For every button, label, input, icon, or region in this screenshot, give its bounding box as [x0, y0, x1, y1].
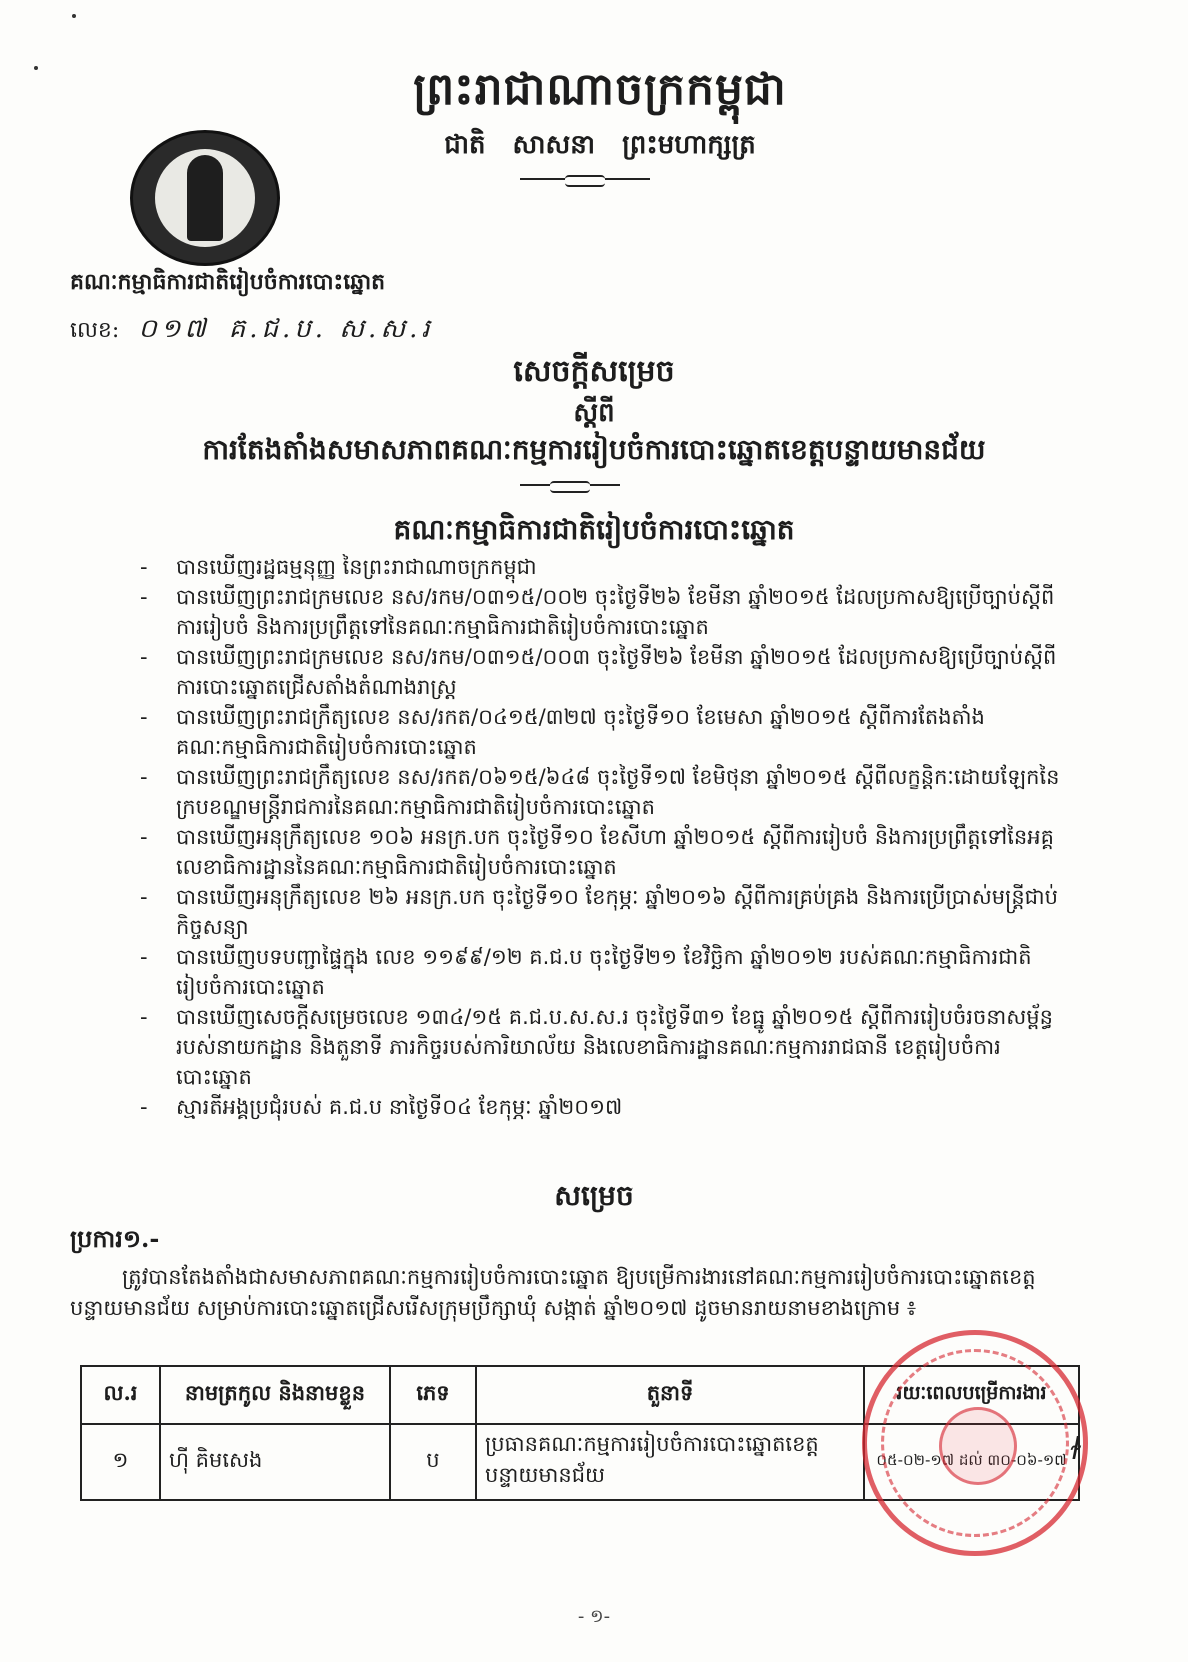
article-label: ប្រការ១.- [70, 1224, 160, 1253]
cell-name: ហ៊ី គិមសេង [160, 1424, 390, 1500]
reference-number-value: ០១៧ [138, 314, 210, 344]
scan-speck [34, 66, 38, 70]
kingdom-title: ព្រះរាជាណាចក្រកម្ពុជា [413, 64, 787, 115]
title-ornament [520, 484, 620, 486]
decision-subject: ការតែងតាំងសមាសភាពគណៈកម្មការរៀបចំការបោះឆ្នោតខេត្តបន្ទាយមានជ័យ [202, 433, 986, 466]
legal-basis-item: - បានឃើញព្រះរាជក្រឹត្យលេខ នស/រកត/០៦១៥/៦៤៨ ចុះថ្ងៃទី១៧ ខែមិថុនា ឆ្នាំ២០១៥ ស្តីពីលក្ខន្តិកៈដោយឡែកនៃក្របខណ្ឌមន្ត្រីរាជការនៃគណៈកម្មាធិការជាតិរៀបចំការបោះឆ្នោត [140, 762, 1070, 822]
legal-basis-list [140, 552, 1070, 1122]
decision-heading: សម្រេច [554, 1179, 634, 1212]
legal-basis-item: - បានឃើញព្រះរាជក្រឹត្យលេខ នស/រកត/០៤១៥/៣២៧ ចុះថ្ងៃទី១០ ខែមេសា ឆ្នាំ២០១៥ ស្តីពីការតែងតាំងគណៈកម្មាធិការជាតិរៀបចំការបោះឆ្នោត [140, 702, 1070, 762]
legal-basis-item: - បានឃើញសេចក្តីសម្រេចលេខ ១៣៤/១៥ គ.ជ.ប.ស.ស.រ ចុះថ្ងៃទី៣១ ខែធ្នូ ឆ្នាំ២០១៥ ស្តីពីការរៀបចំរចនាសម្ព័ន្ធរបស់នាយកដ្ឋាន និងតួនាទី ភារកិច្ចរបស់ការិយាល័យ និងលេខាធិការដ្ឋានគណៈកម្មការរាជធានី ខេត្តរៀបចំការបោះឆ្នោត [140, 1002, 1070, 1092]
page-number: - ១- [577, 1606, 611, 1627]
decision-title: សេចក្តីសម្រេច [513, 354, 675, 389]
reference-number [70, 312, 446, 350]
legal-basis-item: - បានឃើញព្រះរាជក្រមលេខ នស/រកម/០៣១៥/០០២ ចុះថ្ងៃទី២៦ ខែមីនា ឆ្នាំ២០១៥ ដែលប្រកាសឱ្យប្រើច្បាប់ស្តីពីការរៀបចំ និងការប្រព្រឹត្តទៅនៃគណៈកម្មាធិការជាតិរៀបចំការបោះឆ្នោត [140, 582, 1070, 642]
nec-emblem-logo [130, 130, 280, 266]
legal-basis-item: - បានឃើញអនុក្រឹត្យលេខ ២៦ អនក្រ.បក ចុះថ្ងៃទី១០ ខែកុម្ភៈ ឆ្នាំ២០១៦ ស្តីពីការគ្រប់គ្រង និងការប្រើប្រាស់មន្ត្រីជាប់កិច្ចសន្យា [140, 882, 1070, 942]
cell-no: ១ [81, 1424, 160, 1500]
cell-sex: ប [390, 1424, 476, 1500]
decision-subject-label: ស្តីពី [573, 398, 615, 428]
issuing-organization: គណៈកម្មាធិការជាតិរៀបចំការបោះឆ្នោត [70, 269, 386, 295]
legal-basis-item: - បានឃើញរដ្ឋធម្មនុញ្ញ នៃព្រះរាជាណាចក្រកម្ពុជា [140, 552, 1070, 582]
cell-term: ០៥-០២-១៧ ដល់ ៣០-០៦-១៧ [864, 1424, 1079, 1500]
column-header-term: រយៈពេលបម្រើការងារ [864, 1366, 1079, 1424]
emblem-figure [187, 155, 223, 241]
reference-number-label: លេខ: [70, 318, 120, 343]
national-motto: ជាតិ សាសនា ព្រះមហាក្សត្រ [444, 130, 756, 160]
column-header-role: តួនាទី [476, 1366, 864, 1424]
column-header-no: ល.រ [81, 1366, 160, 1424]
issuing-authority-heading: គណៈកម្មាធិការជាតិរៀបចំការបោះឆ្នោត [393, 513, 795, 546]
article-text: ត្រូវបានតែងតាំងជាសមាសភាពគណៈកម្មការរៀបចំការបោះឆ្នោត ឱ្យបម្រើការងារនៅគណៈកម្មការរៀបចំការបោះឆ្នោតខេត្តបន្ទាយមានជ័យ សម្រាប់ការបោះឆ្នោតជ្រើសរើសក្រុមប្រឹក្សាឃុំ សង្កាត់ ឆ្នាំ២០១៧ ដូចមានរាយនាមខាងក្រោម ៖ [70, 1265, 1036, 1320]
legal-basis-item: - បានឃើញអនុក្រឹត្យលេខ ១០៦ អនក្រ.បក ចុះថ្ងៃទី១០ ខែសីហា ឆ្នាំ២០១៥ ស្តីពីការរៀបចំ និងការប្រព្រឹត្តទៅនៃអគ្គលេខាធិការដ្ឋាននៃគណៈកម្មាធិការជាតិរៀបចំការបោះឆ្នោត [140, 822, 1070, 882]
legal-basis-item: - ស្មារតីអង្គប្រជុំរបស់ គ.ជ.ប នាថ្ងៃទី០៤ ខែកុម្ភៈ ឆ្នាំ២០១៧ [140, 1092, 1070, 1122]
legal-basis-item: - បានឃើញបទបញ្ជាផ្ទៃក្នុង លេខ ១១៩៩/១២ គ.ជ.ប ចុះថ្ងៃទី២១ ខែវិច្ឆិកា ឆ្នាំ២០១២ របស់គណៈកម្មាធិការជាតិរៀបចំការបោះឆ្នោត [140, 942, 1070, 1002]
cell-role: ប្រធានគណៈកម្មការរៀបចំការបោះឆ្នោតខេត្តបន្ទាយមានជ័យ [476, 1424, 864, 1500]
official-red-seal [862, 1330, 1088, 1556]
column-header-name: នាមត្រកូល និងនាមខ្លួន [160, 1366, 390, 1424]
header-ornament [520, 178, 650, 180]
reference-number-suffix: គ.ជ.ប. ស.ស.រ [228, 314, 434, 344]
scan-speck [72, 14, 76, 18]
legal-basis-item: - បានឃើញព្រះរាជក្រមលេខ នស/រកម/០៣១៥/០០៣ ចុះថ្ងៃទី២៦ ខែមីនា ឆ្នាំ២០១៥ ដែលប្រកាសឱ្យប្រើច្បាប់ស្តីពីការបោះឆ្នោតជ្រើសតាំងតំណាងរាស្ត្រ [140, 642, 1070, 702]
column-header-sex: ភេទ [390, 1366, 476, 1424]
handwritten-initial: ɫ [1070, 1432, 1082, 1467]
